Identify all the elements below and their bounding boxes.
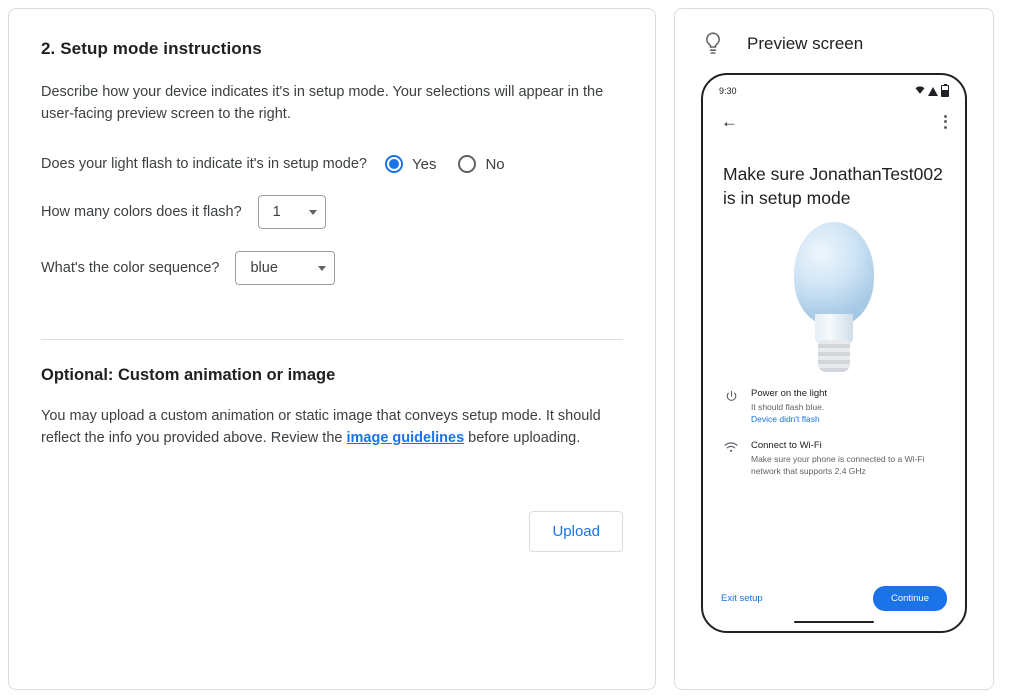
step-text [751,388,827,424]
chevron-down-icon [309,210,317,215]
flash-radio-group [385,155,527,173]
step-description: Make sure your phone is connected to a Wi-Fi network that supports 2.4 GHz [751,454,925,476]
color-sequence-label: What's the color sequence? [41,260,220,276]
optional-description [41,405,623,449]
colors-count-label: How many colors does it flash? [41,204,242,220]
phone-preview [701,73,967,633]
status-icons [915,85,949,97]
phone-status-bar [717,85,951,97]
optional-section-title: Optional: Custom animation or image [41,366,336,384]
bulb-icon [701,31,725,57]
radio-no-icon[interactable] [458,155,476,173]
color-sequence-row [41,251,623,285]
flash-question-label: Does your light flash to indicate it's in setup mode? [41,156,367,172]
image-guidelines-link[interactable]: image guidelines [346,430,465,446]
page-title: 2. Setup mode instructions [41,39,262,58]
setup-instructions-card [8,8,656,690]
radio-yes-label: Yes [411,155,437,173]
signal-status-icon [928,87,938,96]
step-text [751,440,947,477]
colors-count-select[interactable] [258,195,326,229]
optional-text-part-2: before uploading. [464,430,581,446]
list-item [717,440,951,477]
exit-setup-link[interactable]: Exit setup [721,593,763,604]
phone-screen-title: Make sure JonathanTest002 is in setup mode [723,164,943,208]
preview-header [675,31,993,57]
overflow-menu-icon[interactable] [944,115,947,129]
step-description: It should flash blue. [751,402,825,412]
phone-footer [717,586,951,615]
wifi-icon [721,440,741,453]
home-indicator [794,621,874,623]
upload-row [41,511,623,552]
upload-button[interactable]: Upload [529,511,623,552]
battery-status-icon [941,85,949,97]
preview-card [674,8,994,690]
step-title: Power on the light [751,388,828,399]
continue-button[interactable]: Continue [873,586,947,611]
back-arrow-icon[interactable]: ← [721,112,738,131]
step-title: Connect to Wi-Fi [751,440,822,451]
bulb-base [818,340,850,372]
optional-text-part-1: You may upload a custom animation or static image that conveys setup mode. It should reflect the info you provided above. Review the [41,408,601,446]
radio-yes-icon[interactable] [385,155,403,173]
section-divider [41,339,623,340]
bulb-illustration [788,222,880,372]
phone-app-bar [717,113,951,130]
bulb-glass [794,222,874,326]
power-icon [721,388,741,403]
flash-question-row [41,155,623,173]
radio-option-yes[interactable] [385,155,436,173]
preview-title: Preview screen [747,34,864,53]
status-time: 9:30 [719,86,737,96]
radio-no-label: No [485,155,505,173]
chevron-down-icon [318,266,326,271]
list-item [717,388,951,424]
radio-option-no[interactable] [458,155,504,173]
wifi-status-icon [915,86,925,97]
colors-count-value: 1 [272,204,281,220]
colors-count-row [41,195,623,229]
color-sequence-select[interactable] [235,251,335,285]
device-didnt-flash-link[interactable]: Device didn't flash [751,414,820,424]
intro-text: Describe how your device indicates it's in setup mode. Your selections will appear in the user-facing preview screen to the right. [41,84,604,122]
color-sequence-value: blue [250,260,278,276]
